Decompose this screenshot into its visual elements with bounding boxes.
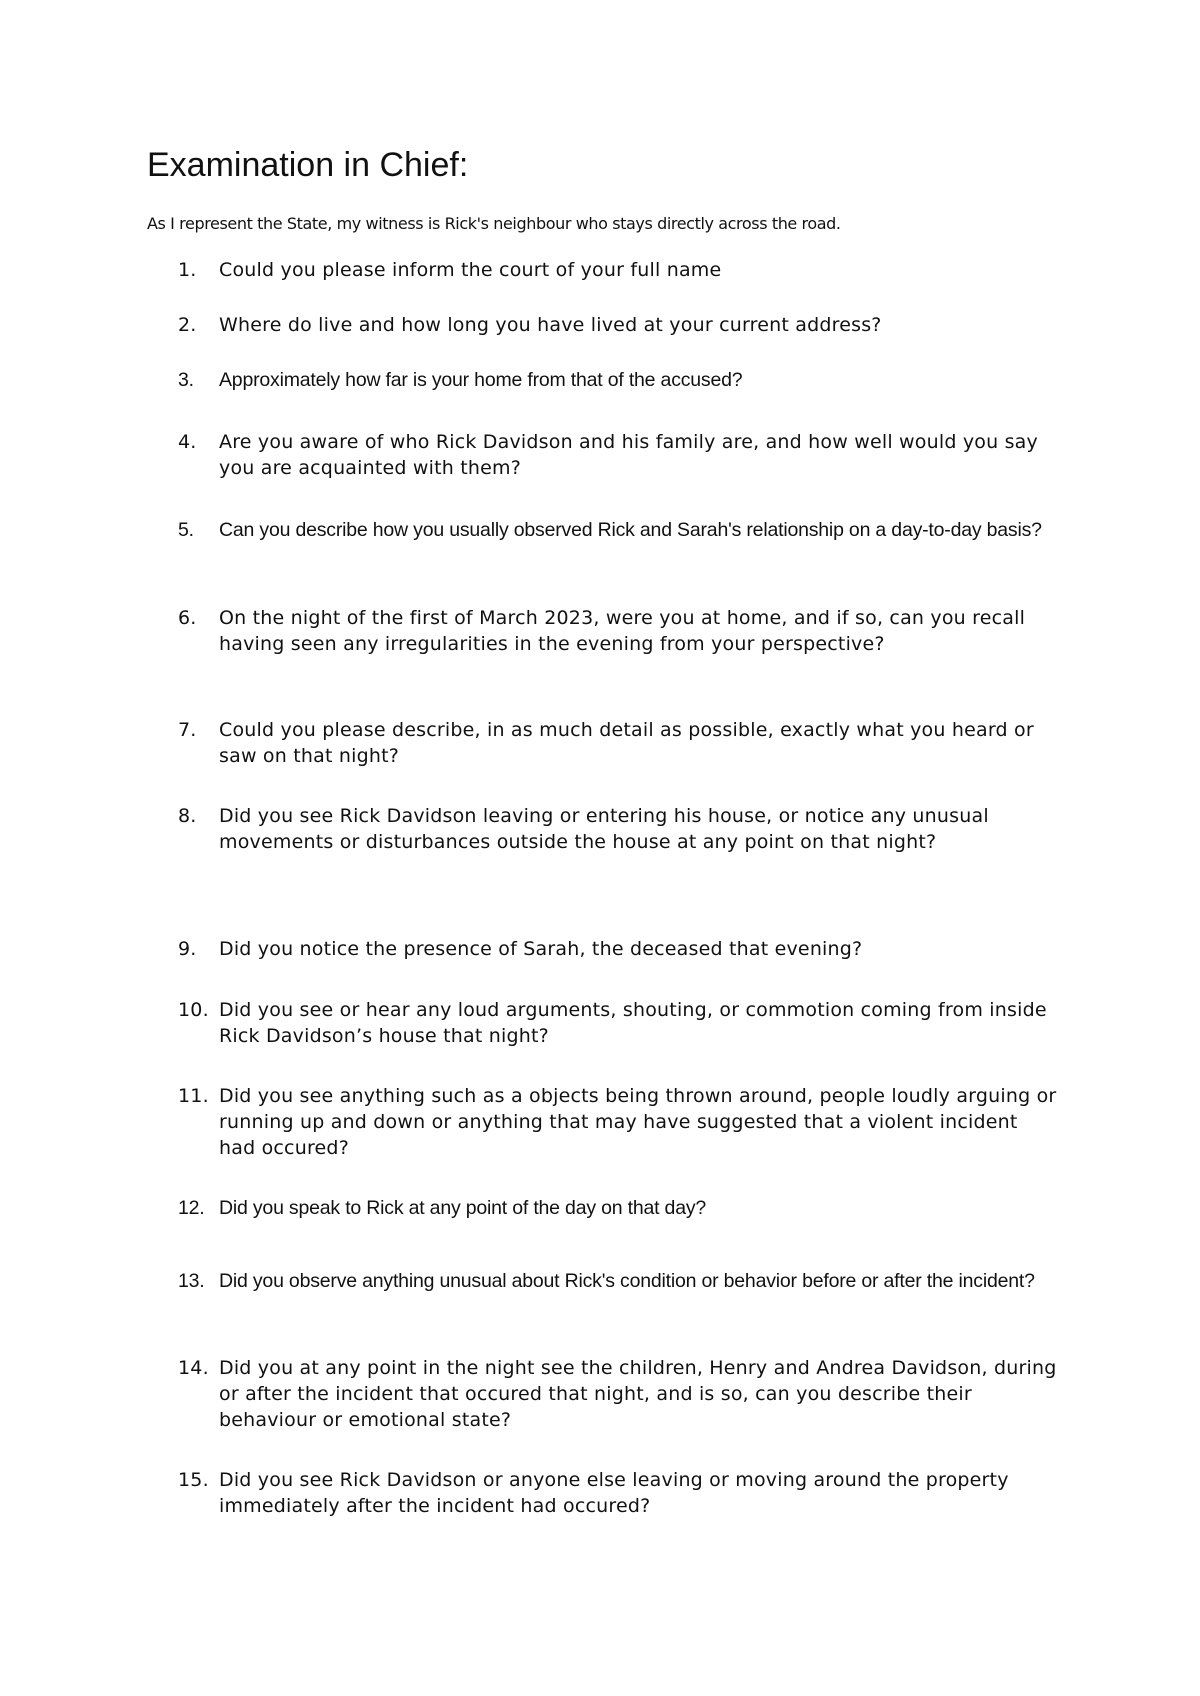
question-number: 9.: [178, 938, 197, 960]
question-text: Can you describe how you usually observed Rick and Sarah's relationship on a day-to-day basis?: [219, 519, 1042, 541]
list-item: [178, 257, 1058, 283]
question-number: 1.: [178, 259, 197, 281]
list-item: [178, 605, 1058, 657]
question-number: 4.: [178, 431, 197, 453]
question-text: Did you notice the presence of Sarah, the deceased that evening?: [219, 938, 863, 960]
question-number: 2.: [178, 314, 197, 336]
question-number: 13.: [178, 1270, 205, 1292]
question-text: Did you see Rick Davidson or anyone else leaving or moving around the property immediately after the incident had occured?: [219, 1469, 1009, 1517]
question-text: Could you please describe, in as much detail as possible, exactly what you heard or saw on that night?: [219, 719, 1034, 767]
list-item: [178, 936, 1058, 962]
question-text: Did you see Rick Davidson leaving or entering his house, or notice any unusual movements or disturbances outside the house at any point on that night?: [219, 805, 989, 853]
list-item: [178, 1195, 1058, 1221]
list-item: [178, 997, 1058, 1049]
question-text: On the night of the first of March 2023, were you at home, and if so, can you recall having seen any irregularities in the evening from your perspective?: [219, 607, 1026, 655]
question-number: 3.: [178, 369, 194, 391]
question-number: 10.: [178, 999, 209, 1021]
list-item: [178, 1268, 1058, 1294]
question-text: Did you observe anything unusual about Rick's condition or behavior before or after the incident?: [219, 1270, 1035, 1292]
question-number: 12.: [178, 1197, 205, 1219]
question-text: Where do live and how long you have lived at your current address?: [219, 314, 882, 336]
list-item: [178, 429, 1058, 481]
question-number: 15.: [178, 1469, 209, 1491]
question-text: Did you see or hear any loud arguments, shouting, or commotion coming from inside Rick Davidson’s house that night?: [219, 999, 1047, 1047]
question-number: 5.: [178, 519, 194, 541]
list-item: [178, 1083, 1058, 1161]
list-item: [178, 517, 1058, 543]
list-item: [178, 1467, 1058, 1519]
question-number: 8.: [178, 805, 197, 827]
list-item: [178, 717, 1058, 769]
question-number: 11.: [178, 1085, 209, 1107]
question-text: Are you aware of who Rick Davidson and his family are, and how well would you say you are acquainted with them?: [219, 431, 1038, 479]
question-text: Did you see anything such as a objects being thrown around, people loudly arguing or running up and down or anything that may have suggested that a violent incident had occured?: [219, 1085, 1057, 1159]
list-item: [178, 803, 1058, 855]
question-text: Did you at any point in the night see the children, Henry and Andrea Davidson, during or after the incident that occured that night, and is so, can you describe their behaviour or emotional state?: [219, 1357, 1057, 1431]
list-item: [178, 1355, 1058, 1433]
document-title: Examination in Chief:: [147, 146, 469, 184]
list-item: [178, 312, 1058, 338]
question-text: Approximately how far is your home from that of the accused?: [219, 369, 743, 391]
question-number: 14.: [178, 1357, 209, 1379]
question-number: 7.: [178, 719, 197, 741]
list-item: [178, 367, 1058, 393]
question-number: 6.: [178, 607, 197, 629]
question-text: Could you please inform the court of your full name: [219, 259, 722, 281]
intro-paragraph: As I represent the State, my witness is Rick's neighbour who stays directly across the road.: [147, 214, 841, 233]
question-text: Did you speak to Rick at any point of the day on that day?: [219, 1197, 707, 1219]
